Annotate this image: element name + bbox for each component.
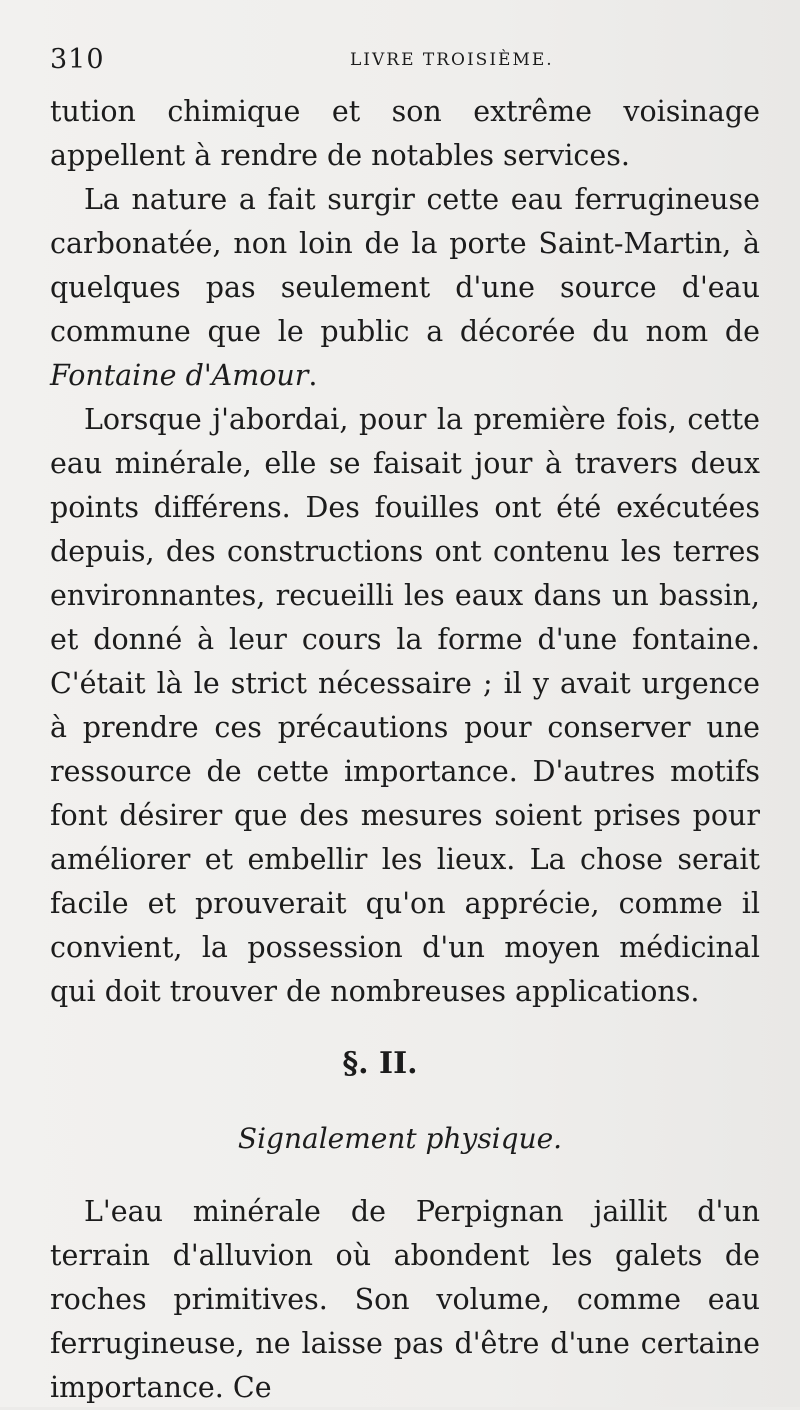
- body-text: [50, 90, 760, 1014]
- section-number: §. II.: [342, 1046, 418, 1081]
- fontaine-name: Fontaine d'Amour: [50, 359, 309, 392]
- paragraph-fontaine-text: La nature a fait surgir cette eau ferrugineuse carbonatée, non loin de la porte Saint-Martin, à quelques pas seulement d'une source d'eau commune que le public a décorée du nom de: [50, 183, 760, 348]
- paragraph-signalement: L'eau minérale de Perpignan jaillit d'un terrain d'alluvion où abondent les galets de roches primitives. Son volume, comme eau ferrugineuse, ne laisse pas d'être d'une certaine importance. Ce: [50, 1195, 760, 1404]
- paragraph-fontaine-end: .: [308, 359, 318, 392]
- body-text-section: [50, 1190, 760, 1410]
- paragraph-history: Lorsque j'abordai, pour la première fois, cette eau minérale, elle se faisait jour à travers deux points différens. Des fouilles ont été exécutées depuis, des constructions ont contenu les terres environnantes, recueilli les eaux dans un bassin, et donné à leur cours la forme d'une fontaine. C'était là le strict nécessaire ; il y avait urgence à prendre ces précautions pour conserver une ressource de cette importance. D'autres motifs font désirer que des mesures soient prises pour améliorer et embellir les lieux. La chose serait facile et prouverait qu'on apprécie, comme il convient, la possession d'un moyen médicinal qui doit trouver de nombreuses applications.: [50, 403, 760, 1008]
- section-title: Signalement physique.: [237, 1122, 563, 1155]
- page-number: 310: [50, 44, 105, 75]
- page-header: [50, 44, 758, 78]
- running-head: LIVRE TROISIÈME.: [350, 50, 554, 70]
- paragraph-continuation: tution chimique et son extrême voisinage appellent à rendre de notables services.: [50, 95, 760, 172]
- paragraph-fontaine: [50, 178, 760, 398]
